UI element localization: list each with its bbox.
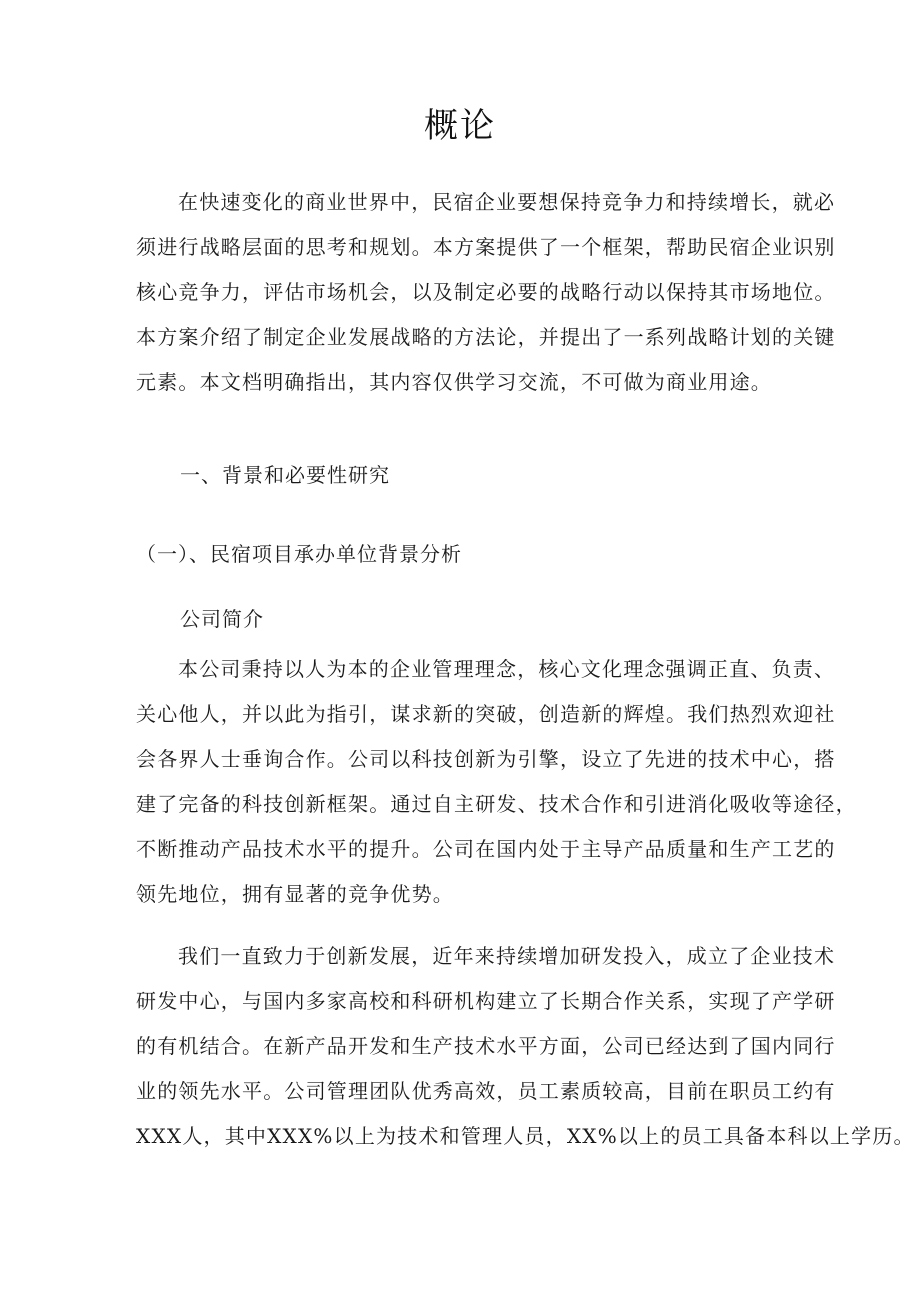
intro-line: 本方案介绍了制定企业发展战略的方法论，并提出了一系列战略计划的关键	[136, 325, 836, 349]
intro-line: 在快速变化的商业世界中，民宿企业要想保持竞争力和持续增长，就必	[178, 190, 836, 214]
intro-paragraph	[136, 180, 836, 405]
paragraph-line: 业的领先水平。公司管理团队优秀高效，员工素质较高，目前在职员工约有	[136, 1079, 836, 1103]
paragraph-line: 的有机结合。在新产品开发和生产技术水平方面，公司已经达到了国内同行	[136, 1034, 836, 1058]
paragraph-line: 关心他人，并以此为指引，谋求新的突破，创造新的辉煌。我们热烈欢迎社	[136, 702, 836, 726]
subsection-heading: （一）、民宿项目承办单位背景分析	[136, 542, 462, 566]
paragraph-line: 本公司秉持以人为本的企业管理理念，核心文化理念强调正直、负责、	[178, 657, 836, 681]
section-heading: 一、背景和必要性研究	[180, 463, 390, 487]
company-heading: 公司简介	[180, 607, 264, 631]
paragraph-line: 会各界人士垂询合作。公司以科技创新为引擎，设立了先进的技术中心，搭	[136, 747, 836, 771]
document-title: 概论	[424, 106, 496, 146]
paragraph-line: XXX人，其中XXX%以上为技术和管理人员，XX%以上的员工具备本科以上学历。	[136, 1124, 915, 1148]
company-paragraph-1	[136, 647, 857, 917]
intro-line: 元素。本文档明确指出，其内容仅供学习交流，不可做为商业用途。	[136, 370, 772, 394]
paragraph-line: 研发中心，与国内多家高校和科研机构建立了长期合作关系，实现了产学研	[136, 989, 836, 1013]
paragraph-line: 不断推动产品技术水平的提升。公司在国内处于主导产品质量和生产工艺的	[136, 837, 836, 861]
paragraph-line: 我们一直致力于创新发展，近年来持续增加研发投入，成立了企业技术	[178, 944, 836, 968]
company-paragraph-2	[136, 934, 915, 1159]
intro-line: 核心竞争力，评估市场机会，以及制定必要的战略行动以保持其市场地位。	[136, 280, 836, 304]
paragraph-line: 领先地位，拥有显著的竞争优势。	[136, 882, 454, 906]
intro-line: 须进行战略层面的思考和规划。本方案提供了一个框架，帮助民宿企业识别	[136, 235, 836, 259]
paragraph-line: 建了完备的科技创新框架。通过自主研发、技术合作和引进消化吸收等途径，	[136, 792, 857, 816]
